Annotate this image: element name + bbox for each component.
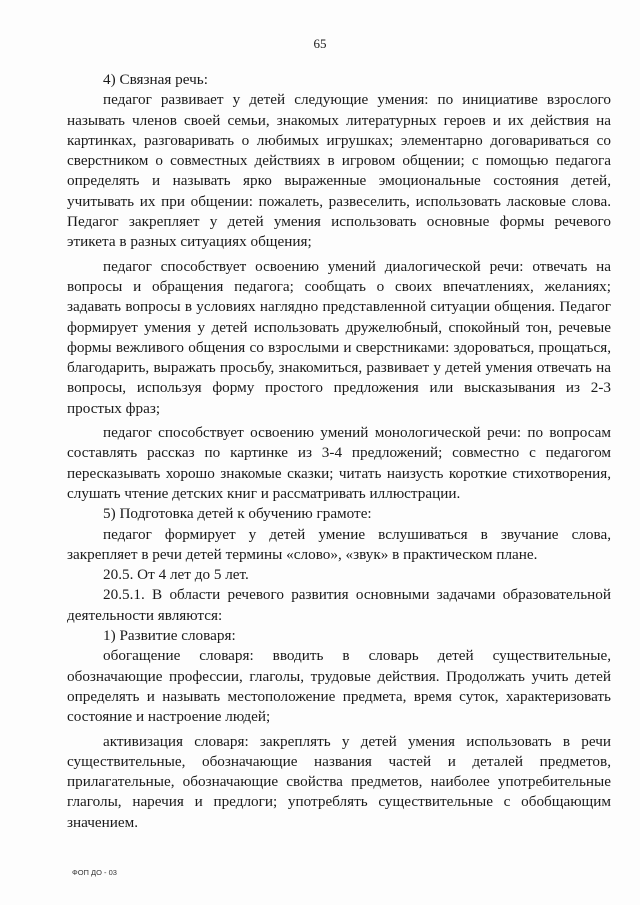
document-body <box>67 70 611 833</box>
paragraph: педагог развивает у детей следующие умения: по инициативе взрослого называть членов своей семьи, знакомых литературных героев и их действия на картинках, разговаривать о любимых игрушках; элементарно договариваться со сверстником о совместных действиях в игровом общении; с помощью педагога определять и называть ярко выраженные эмоциональные состояния детей, учитывать их при общении: пожалеть, развеселить, использовать ласковые слова. Педагог закрепляет у детей умения использовать основные формы речевого этикета в разных ситуациях общения; <box>67 91 611 251</box>
document-footer: ФОП ДО - 03 <box>72 868 117 877</box>
paragraph: обогащение словаря: вводить в словарь детей существительные, обозначающие профессии, глаголы, трудовые действия. Продолжать учить детей определять и называть местоположение предмета, время суток, характеризовать состояние и настроение людей; <box>67 647 611 726</box>
page-number: 65 <box>313 36 327 51</box>
section-heading-age-group: 20.5. От 4 лет до 5 лет. <box>103 566 249 584</box>
section-heading-literacy: 5) Подготовка детей к обучению грамоте: <box>103 505 372 523</box>
paragraph: педагог формирует у детей умение вслушиваться в звучание слова, закрепляет в речи детей термины «слово», «звук» в практическом плане. <box>67 525 611 563</box>
paragraph: педагог способствует освоению умений диалогической речи: отвечать на вопросы и обращения педагога; сообщать о своих впечатлениях, желаниях; задавать вопросы в условиях наглядно представленной ситуации общения. Педагог формирует умения у детей использовать дружелюбный, спокойный тон, речевые формы вежливого общения со взрослыми и сверстниками: здороваться, прощаться, благодарить, выражать просьбу, знакомиться, развивает у детей умения отвечать на вопросы, используя форму простого предложения или высказывания из 2-3 простых фраз; <box>67 257 611 417</box>
paragraph: 20.5.1. В области речевого развития основными задачами образовательной деятельности являются: <box>67 586 611 624</box>
paragraph: педагог способствует освоению умений монологической речи: по вопросам составлять рассказ по картинке из 3-4 предложений; совместно с педагогом пересказывать хорошо знакомые сказки; читать наизусть короткие стихотворения, слушать чтение детских книг и рассматривать иллюстрации. <box>67 424 611 502</box>
paragraph: активизация словаря: закреплять у детей умения использовать в речи существительные, обозначающие названия частей и деталей предметов, прилагательные, обозначающие свойства предметов, наиболее употребительные глаголы, наречия и предлоги; употреблять существительные с обобщающим значением. <box>67 732 611 831</box>
section-heading-vocabulary: 1) Развитие словаря: <box>103 627 236 645</box>
section-heading-connected-speech: 4) Связная речь: <box>103 71 208 88</box>
